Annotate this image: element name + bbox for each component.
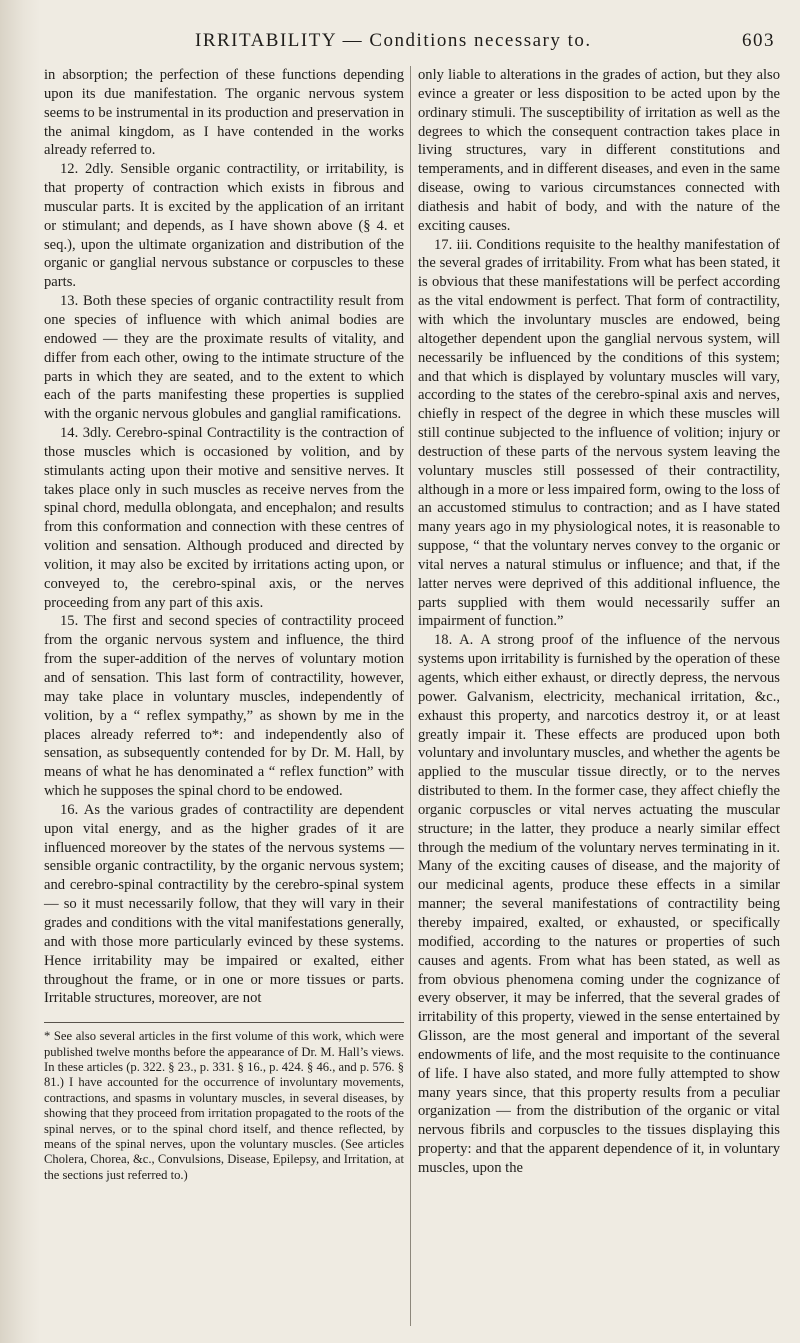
paragraph-18: 18. A. A strong proof of the influence of the nervous systems upon irritability is furnished by the operation of these agents, which either exhaust, or directly depress, the nervous power. Galvanism, electricity, mechanical irritation, &c., exhaust this property, and narcotics destroy it, or at least greatly impair it. These effects are produced upon both voluntary and involuntary muscles, and whether the agents be applied to the muscular tissue directly, or to the nerves distributed to them. In the former case, they affect chiefly the organic corpuscles or vital nerves actuating the muscular structure; in the latter, they produce a nearly similar effect through the medium of the voluntary nerves terminating in it. Many of the exciting causes of disease, and the majority of our medicinal agents, produce these effects in a similar manner; the several manifestations of contractility being thereby impaired, exalted, or exhausted, or specifically modified, according to the natures or properties of such causes and agents. From what has been stated, as well as from obvious phenomena coming under the cognizance of every observer, it may be inferred, that the several grades of irritability of this property, viewed in the sense entertained by Glisson, are the most general and important of the several endowments of life, and the most requisite to the continuance of life. I have also stated, and more fully attempted to show many years since, that this property results from a peculiar organization — from the distribution of the organic or vital nervous fibrils and corpuscles to the tissues displaying this property: and that the apparent dependence of it, in voluntary muscles, upon the	[418, 632, 780, 1176]
running-title: IRRITABILITY — Conditions necessary to.	[195, 30, 592, 51]
footnote-divider	[44, 1022, 404, 1023]
paragraph-continuation-right: only liable to alterations in the grades of action, but they also evince a greater or less disposition to be acted upon by the ordinary stimuli. The susceptibility of irritation as well as the degrees to which the consequent contraction takes place in living structures, vary in different constitutions and temperaments, and in different diseases, and even in the same disease, owing to various circumstances connected with diathesis and habit of body, and with the nature of the exciting causes.	[418, 67, 780, 234]
paragraph-17: 17. iii. Conditions requisite to the healthy manifestation of the several grades of irritability. From what has been stated, it is obvious that these manifestations will be perfect according as the vital endowment is perfect. That form of contractility, with which the involuntary muscles are endowed, being altogether dependent upon the ganglial nervous system, will necessarily be influenced by the conditions of this system; and that which is displayed by voluntary muscles will vary, according to the states of the cerebro-spinal axis and nerves, chiefly in respect of the degree in which these muscles will still continue subjected to the influence of volition; injury or destruction of these parts of the nervous system leaving the voluntary muscles still possessed of their contractility, although in a more or less impaired form, owing to the loss of an accustomed stimulus to contraction; and as I have stated many years ago in my physiological notes, it is reasonable to suppose, “ that the voluntary nerves convey to the organic or vital nerves a natural stimulus or influence; and that, if the latter nerves were deprived of this additional influence, the parts supplied with them would necessarily suffer an impairment of function.”	[418, 236, 780, 630]
left-column	[44, 66, 404, 1183]
column-divider	[410, 66, 411, 1326]
paragraph-13: 13. Both these species of organic contractility result from one species of influence with which animal bodies are endowed — they are the proximate results of vitality, and differ from each other, owing to the intimate structure of the parts in which they are seated, and to the extent to which each of the parts manifesting these properties is supplied with the organic nervous globules and ganglial ramifications.	[44, 293, 404, 423]
paragraph-16: 16. As the various grades of contractility are dependent upon vital energy, and as the higher grades of it are influenced moreover by the states of the nervous systems — sensible organic contractility, by the organic nervous system; and cerebro-spinal contractility by the cerebro-spinal system — so it must necessarily follow, that they will vary in their grades and conditions with the vital manifestations generally, and with those more particularly evinced by these systems. Hence irritability may be impaired or exalted, either throughout the frame, or in one or more tissues or parts. Irritable structures, moreover, are not	[44, 801, 404, 1007]
paragraph-continuation: in absorption; the perfection of these functions depending upon its due manifestation. The organic nervous system seems to be instrumental in its production and preservation in the animal kingdom, as I have contended in the works already referred to.	[44, 67, 404, 159]
paragraph-15: 15. The first and second species of contractility proceed from the organic nervous system and influence, the third from the super-addition of the nerves of voluntary motion and of sensation. This last form of contractility, however, may take place in voluntary muscles, independently of volition, by a “ reflex sympathy,” as shown by me in the places already referred to*: and independently also of sensation, as subsequently contended for by Dr. M. Hall, by means of what he has denominated a “ reflex function” with which he supposes the spinal chord to be endowed.	[44, 613, 404, 800]
page-header	[195, 30, 775, 56]
page-number: 603	[742, 30, 775, 51]
footnote: * See also several articles in the first volume of this work, which were published twelve months before the appearance of Dr. M. Hall’s views. In these articles (p. 322. § 23., p. 331. § 16., p. 424. § 46., and p. 576. § 81.) I have accounted for the occurrence of involuntary movements, contractions, and spasms in voluntary muscles, in several diseases, by showing that they proceed from irritation propagated to the roots of the spinal nerves, or to the spinal chord itself, and thence reflected, by means of the spinal nerves, upon the voluntary muscles. (See articles Cholera, Chorea, &c., Convulsions, Disease, Epilepsy, and Irritation, at the sections just referred to.)	[44, 1029, 404, 1182]
book-spine-shadow	[0, 0, 40, 1343]
paragraph-14: 14. 3dly. Cerebro-spinal Contractility is the contraction of those muscles which is occasioned by volition, and by stimulants acting upon their motive and sensitive nerves. It takes place only in such muscles as receive nerves from the spinal chord, medulla oblongata, and encephalon; and results from this conformation and connection with these centres of volition and sensation. Although produced and directed by volition, it may also be excited by irritations acting upon, or conveyed to, the cerebro-spinal axis, or the nerves proceeding from any part of this axis.	[44, 425, 404, 611]
right-column	[418, 66, 780, 1178]
paragraph-12: 12. 2dly. Sensible organic contractility, or irritability, is that property of contraction which exists in fibrous and muscular parts. It is excited by the application of an irritant or stimulant; and depends, as I have shown above (§ 4. et seq.), upon the ultimate organization and distribution of the organic or ganglial nervous substance or corpuscles to these parts.	[44, 161, 404, 291]
